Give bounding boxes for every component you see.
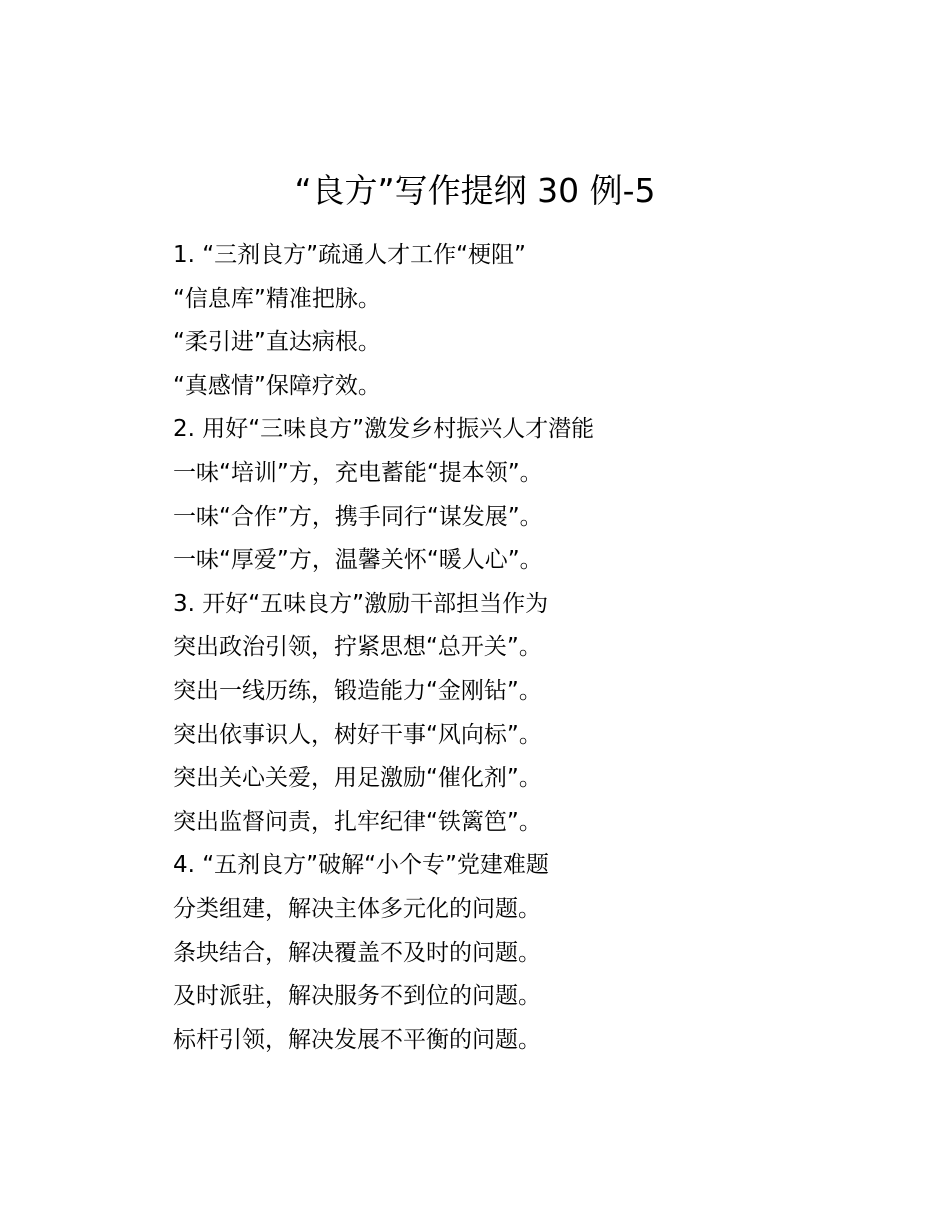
text-line: 突出依事识人，树好干事“风向标”。 <box>173 721 542 748</box>
text-line: 一味“培训”方，充电蓄能“提本领”。 <box>173 459 543 486</box>
text-line: “柔引进”直达病根。 <box>173 329 381 356</box>
text-line: “真感情”保障疗效。 <box>173 372 381 399</box>
text-line: 分类组建，解决主体多元化的问题。 <box>173 895 541 922</box>
document-body <box>173 234 813 1062</box>
section-heading-2: 2. 用好“三味良方”激发乡村振兴人才潜能 <box>173 416 595 443</box>
text-line: 标杆引领，解决发展不平衡的问题。 <box>173 1026 541 1053</box>
text-line: “信息库”精准把脉。 <box>173 285 381 312</box>
document-title: “良方”写作提纲 30 例-5 <box>294 171 656 210</box>
text-line: 突出监督问责，扎牢纪律“铁篱笆”。 <box>173 808 542 835</box>
section-heading-3: 3. 开好“五味良方”激励干部担当作为 <box>173 590 549 617</box>
text-line: 突出关心关爱，用足激励“催化剂”。 <box>173 765 542 792</box>
text-line: 一味“合作”方，携手同行“谋发展”。 <box>173 503 543 530</box>
text-line: 突出一线历练，锻造能力“金刚钻”。 <box>173 677 542 704</box>
text-line: 条块结合，解决覆盖不及时的问题。 <box>173 939 541 966</box>
section-heading-4: 4. “五剂良方”破解“小个专”党建难题 <box>173 852 549 879</box>
text-line: 突出政治引领，拧紧思想“总开关”。 <box>173 634 542 661</box>
text-line: 一味“厚爱”方，温馨关怀“暖人心”。 <box>173 547 543 574</box>
text-line: 及时派驻，解决服务不到位的问题。 <box>173 983 541 1010</box>
section-heading-1: 1. “三剂良方”疏通人才工作“梗阻” <box>173 242 526 268</box>
